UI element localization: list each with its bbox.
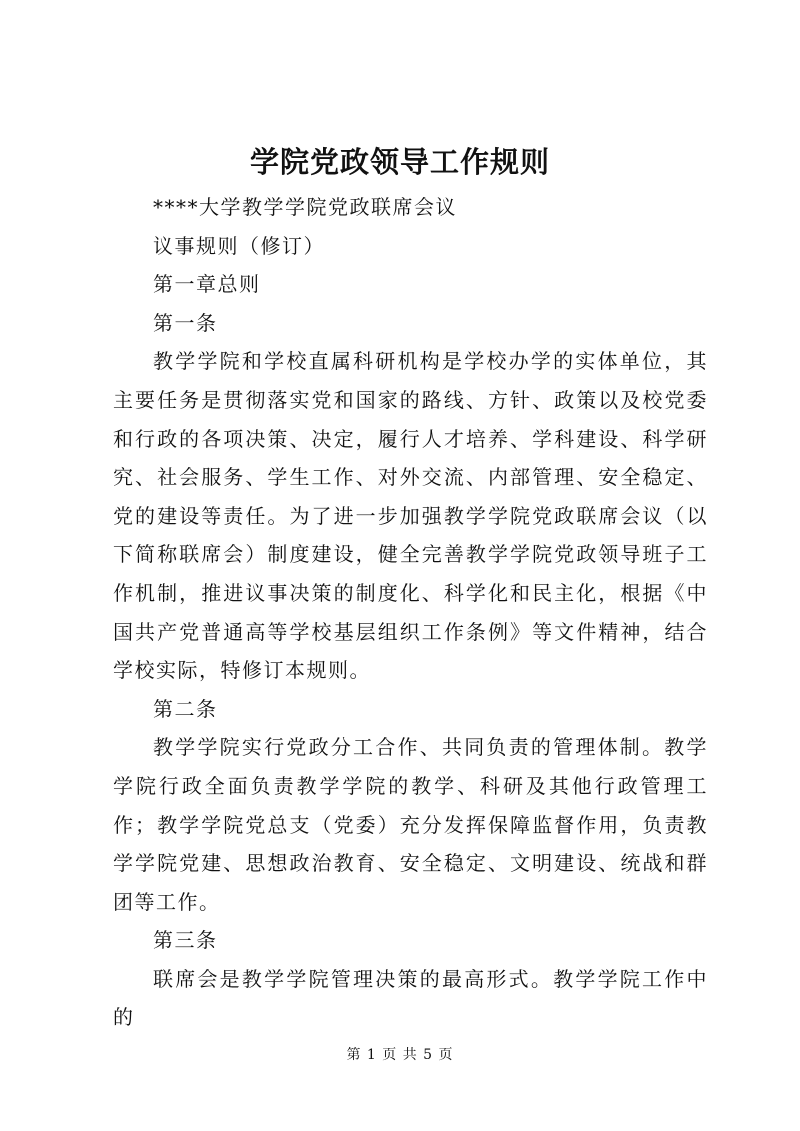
article-1-text: 教学学院和学校直属科研机构是学校办学的实体单位，其主要任务是贯彻落实党和国家的路线、方针、政策以及校党委和行政的各项决策、决定，履行人才培养、学科建设、科学研究、社会服务、学生工作、对外交流、内部管理、安全稳定、党的建设等责任。为了进一步加强教学学院党政联席会议（以下简称联席会）制度建设，健全完善教学学院党政领导班子工作机制，推进议事决策的制度化、科学化和民主化，根据《中国共产党普通高等学校基层组织工作条例》等文件精神，结合学校实际，特修订本规则。 (113, 349, 708, 683)
page-footer: 第 1 页 共 5 页 (346, 1047, 454, 1063)
article-3-heading: 第三条 (153, 928, 218, 953)
subtitle-line-2: 议事规则（修订） (153, 233, 325, 258)
article-3-text: 联席会是教学学院管理决策的最高形式。教学学院工作中的 (113, 966, 708, 1030)
article-2-text: 教学学院实行党政分工合作、共同负责的管理体制。教学学院行政全面负责教学学院的教学、科研及其他行政管理工作；教学学院党总支（党委）充分发挥保障监督作用，负责教学学院党建、思想政治教育、安全稳定、文明建设、统战和群团等工作。 (113, 735, 708, 914)
chapter-heading: 第一章总则 (153, 272, 261, 297)
subtitle-line-1: ****大学教学学院党政联席会议 (153, 195, 457, 219)
document-body (113, 188, 708, 1037)
document-title: 学院党政领导工作规则 (249, 145, 550, 179)
article-2-heading: 第二条 (153, 696, 218, 721)
article-1-heading: 第一条 (153, 310, 218, 335)
